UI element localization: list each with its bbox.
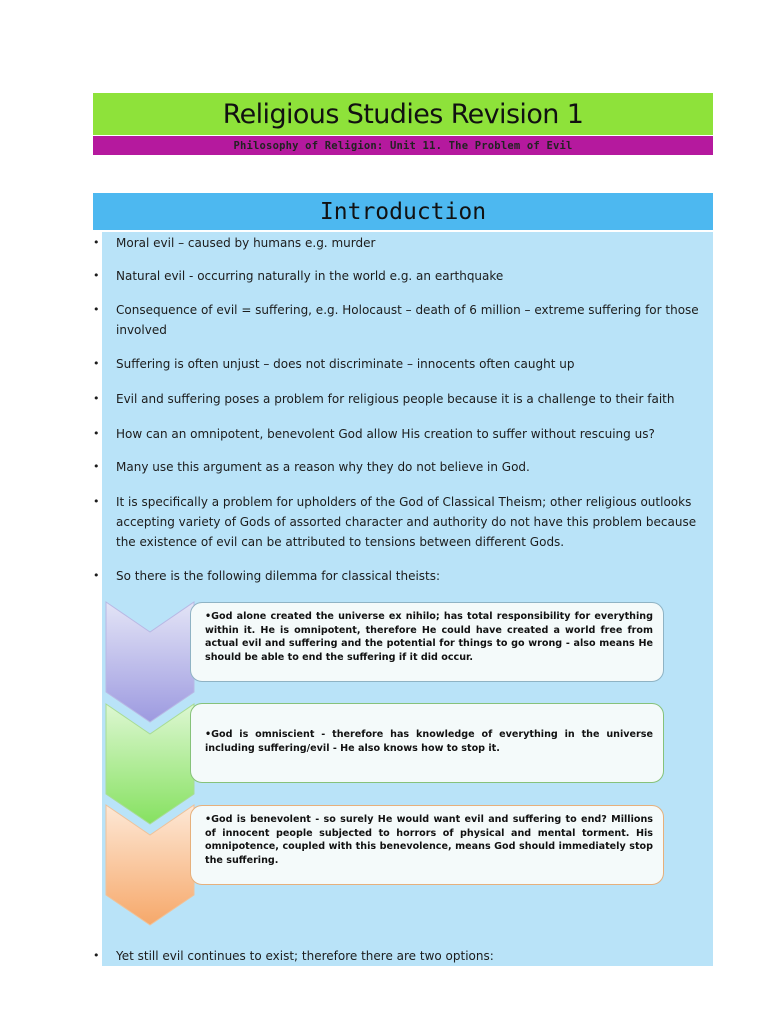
- bullet-dot: •: [93, 392, 100, 405]
- bullet-dot: •: [93, 357, 100, 370]
- section-heading: Introduction: [319, 198, 487, 225]
- document-title: Religious Studies Revision 1: [222, 98, 584, 130]
- bullet-dot: •: [93, 949, 100, 962]
- subtitle-banner: [93, 136, 713, 155]
- bullet-dot: •: [93, 569, 100, 582]
- bullet-dot: •: [93, 460, 100, 473]
- bullet-text: Many use this argument as a reason why they do not believe in God.: [116, 460, 530, 474]
- bullet-dot: •: [93, 427, 100, 440]
- section-heading-bar: [93, 193, 713, 230]
- bullet-text: So there is the following dilemma for classical theists:: [116, 569, 441, 583]
- bullet-dot: •: [93, 269, 100, 282]
- bullet-text: Yet still evil continues to exist; therefore there are two options:: [116, 949, 494, 963]
- bullet-text: How can an omnipotent, benevolent God allow His creation to suffer without rescuing us?: [116, 427, 655, 441]
- bullet-dot: •: [93, 495, 100, 508]
- document-subtitle: Philosophy of Religion: Unit 11. The Problem of Evil: [233, 139, 573, 152]
- bullet-text: Moral evil – caused by humans e.g. murder: [116, 236, 376, 250]
- bullet-text: Evil and suffering poses a problem for religious people because it is a challenge to their faith: [116, 392, 675, 406]
- dilemma-text: •God is omniscient - therefore has knowledge of everything in the universe including suffering/evil - He also knows how to stop it.: [205, 729, 653, 754]
- bullet-text: Consequence of evil = suffering, e.g. Holocaust – death of 6 million – extreme suffering for those involved: [116, 303, 699, 337]
- dilemma-text: •God alone created the universe ex nihilo; has total responsibility for everything within it. He is omnipotent, therefore He could have created a world free from actual evil and suffering and the potential for things to go wrong - also means He should be able to end the suffering if it did occur.: [205, 611, 653, 663]
- bullet-text: It is specifically a problem for upholders of the God of Classical Theism; other religious outlooks accepting variety of Gods of assorted character and authority do not have this problem because the existence of evil can be attributed to tensions between different Gods.: [116, 495, 697, 549]
- bullet-dot: •: [93, 303, 100, 316]
- bullet-text: Natural evil - occurring naturally in the world e.g. an earthquake: [116, 269, 504, 283]
- dilemma-box-omniscient: [190, 703, 664, 783]
- title-banner: [93, 93, 713, 135]
- bullet-dot: •: [93, 236, 100, 249]
- dilemma-text: •God is benevolent - so surely He would want evil and suffering to end? Millions of innocent people subjected to horrors of physical and mental torment. His omnipotence, coupled with this benevolence, means God should immediately stop the suffering.: [205, 814, 653, 866]
- dilemma-box-benevolent: [190, 805, 664, 885]
- diagram-gutter: [93, 588, 102, 930]
- dilemma-box-omnipotent: [190, 602, 664, 682]
- chevron-arrow-3: [104, 803, 196, 928]
- bullet-text: Suffering is often unjust – does not discriminate – innocents often caught up: [116, 357, 575, 371]
